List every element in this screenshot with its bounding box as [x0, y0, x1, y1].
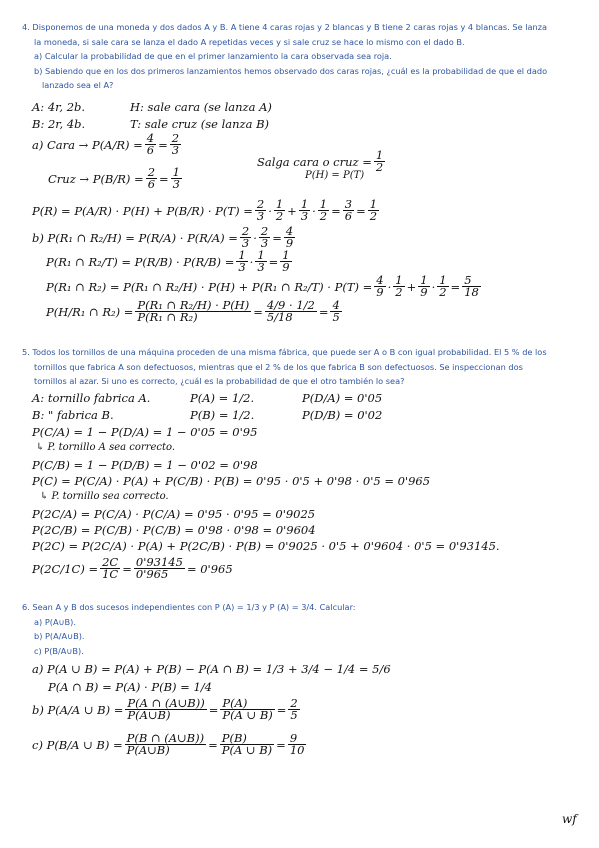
p5-pc: P(C) = P(C/A) · P(A) + P(C/B) · P(B) = 0'95 · 0'5 + 0'98 · 0'5 = 0'965 — [32, 474, 431, 488]
problem-4-line-4: b) Sabiendo que en los dos primeros lanzamientos hemos observado dos caras rojas, ¿cuál es la probabilidad de que el dado — [34, 65, 548, 76]
p5-p2c: P(2C) = P(2C/A) · P(A) + P(2C/B) · P(B) = 0'9025 · 0'5 + 0'9604 · 0'5 = 0'93145. — [32, 539, 500, 553]
p4-dice-b: B: 2r, 4b. — [32, 117, 86, 131]
p5-p2ca: P(2C/A) = P(C/A) · P(C/A) = 0'95 · 0'95 = 0'9025 — [32, 507, 316, 521]
p4-def-h: H: sale cara (se lanza A) — [130, 100, 272, 114]
p5-p2cb: P(2C/B) = P(C/B) · P(C/B) = 0'98 · 0'98 = 0'9604 — [32, 523, 316, 537]
p5-a-row: A: tornillo fabrica A. — [32, 391, 151, 405]
p4-b4: P(H/R₁ ∩ R₂) = $\frac{\text{P(R₁ ∩ R₂/H) · P(H)}}{\text{P(R₁ ∩ R₂)}}$ = $\frac{4/9 \cdot 1/2}{5/18}$ = $\frac{4}{5}$ — [46, 298, 340, 324]
p4-cara-frac1: $\frac{4}{6}$ — [146, 131, 155, 157]
p4-cruz-frac1: $\frac{2}{6}$ — [147, 165, 156, 191]
p6-c: c) P(B/A ∪ B) = $\frac{P(B \cap (A\cup B))}{P(A\cup B)}$ = $\frac{P(B)}{P(A \cup B)}$ = $\frac{9}{10}$ — [32, 731, 305, 757]
p6-a-line: a) P(A ∪ B) = P(A) + P(B) − P(A ∩ B) = 1/3 + 3/4 − 1/4 = 5/6 — [32, 662, 391, 676]
p5-b-pd: P(D/B) = 0'02 — [302, 408, 383, 422]
p4-cara: a) Cara → P(A/R) = $\frac{4}{6}$ = $\frac{2}{3}$ — [32, 131, 180, 157]
p4-salga-frac: $\frac{1}{2}$ — [375, 148, 384, 174]
p6-b: b) P(A/A ∪ B) = $\frac{P(A \cap (A\cup B))}{P(A\cup B)}$ = $\frac{P(A)}{P(A \cup B)}$ = $\frac{2}{5}$ — [32, 696, 298, 722]
problem-5-statement — [22, 345, 547, 389]
p5-note-c: ↳ P. tornillo sea correcto. — [40, 491, 169, 502]
problem-6-statement — [22, 600, 356, 658]
p5-b-row: B: " fabrica B. — [32, 408, 114, 422]
problem-5-line-3: tornillos al azar. Si uno es correcto, ¿cuál es la probabilidad de que el otro también lo sea? — [34, 376, 405, 386]
p6-a-sub: P(A ∩ B) = P(A) · P(B) = 1/4 — [48, 680, 212, 694]
p4-b3: P(R₁ ∩ R₂) = P(R₁ ∩ R₂/H) · P(H) + P(R₁ ∩ R₂/T) · P(T) = $\frac{4}{9}$ · $\frac{1}{2}$ + $\frac{1}{9}$ · $\frac{1}{2}$ = $\frac{5}{18}$ — [46, 273, 479, 299]
p4-cara-lhs: a) Cara → P(A/R) = — [32, 137, 143, 152]
p4-pr: P(R) = P(A/R) · P(H) + P(B/R) · P(T) = $\frac{2}{3}$ · $\frac{1}{2}$ + $\frac{1}{3}$ · $\frac{1}{2}$ = $\frac{3}{6}$ = $\frac{1}{2}$ — [32, 197, 378, 223]
problem-4-line-1: 4. Disponemos de una moneda y dos dados A y B. A tiene 4 caras rojas y 2 blancas y B tiene 2 caras rojas y 4 blancas. Se lanza — [22, 22, 548, 32]
problem-6-line-3: b) P(A/A∪B). — [34, 631, 85, 641]
p5-pca: P(C/A) = 1 − P(D/A) = 1 − 0'05 = 0'95 — [32, 425, 258, 439]
p4-cara-frac2: $\frac{2}{3}$ — [171, 131, 180, 157]
p4-ph-pt: P(H) = P(T) — [305, 170, 365, 181]
problem-6-line-2: a) P(A∪B). — [34, 616, 76, 627]
p5-a-pa: P(A) = 1/2. — [190, 391, 255, 405]
problem-5-line-2: tornillos que fabrica A son defectuosos, mientras que el 2 % de los que fabrica B son defectuosos. Se inspeccionan dos — [34, 361, 523, 372]
problem-6-line-4: c) P(B/A∪B). — [34, 645, 84, 656]
problem-6-line-1: 6. Sean A y B dos sucesos independientes con P (A) = 1/3 y P (A) = 3/4. Calcular: — [22, 602, 356, 612]
p4-def-t: T: sale cruz (se lanza B) — [130, 117, 270, 131]
p5-pcb: P(C/B) = 1 − P(D/B) = 1 − 0'02 = 0'98 — [32, 458, 258, 472]
problem-4-statement — [22, 20, 547, 93]
problem-4-line-2: la moneda, si sale cara se lanza el dado A repetidas veces y si sale cruz se hace lo mismo con el dado B. — [34, 36, 465, 47]
p5-note-a: ↳ P. tornillo A sea correcto. — [36, 442, 176, 453]
p4-dice-a: A: 4r, 2b. — [32, 100, 86, 114]
p4-cruz-frac2: $\frac{1}{3}$ — [172, 165, 180, 191]
p4-b2: P(R₁ ∩ R₂/T) = P(R/B) · P(R/B) = $\frac{1}{3}$ · $\frac{1}{3}$ = $\frac{1}{9}$ — [46, 248, 290, 274]
problem-5-line-1: 5. Todos los tornillos de una máquina proceden de una misma fábrica, que puede ser A o B con igual probabilidad. El 5 % de los — [22, 347, 547, 357]
p5-a-pd: P(D/A) = 0'05 — [302, 391, 383, 405]
p4-cruz: Cruz → P(B/R) = $\frac{2}{6}$ = $\frac{1}{3}$ — [48, 165, 180, 191]
p4-b1: b) P(R₁ ∩ R₂/H) = P(R/A) · P(R/A) = $\frac{2}{3}$ · $\frac{2}{3}$ = $\frac{4}{9}$ — [32, 224, 294, 250]
p4-salga: Salga cara o cruz = $\frac{1}{2}$ — [257, 148, 384, 174]
p5-b-pb: P(B) = 1/2. — [190, 408, 255, 422]
problem-4-line-3: a) Calcular la probabilidad de que en el primer lanzamiento la cara observada sea roja. — [34, 51, 392, 61]
problem-4-line-5: lanzado sea el A? — [42, 80, 114, 90]
p5-final: P(2C/1C) = $\frac{2C}{1C}$ = $\frac{0'93145}{0'965}$ = 0'965 — [32, 555, 233, 581]
signature: wf — [562, 812, 577, 826]
